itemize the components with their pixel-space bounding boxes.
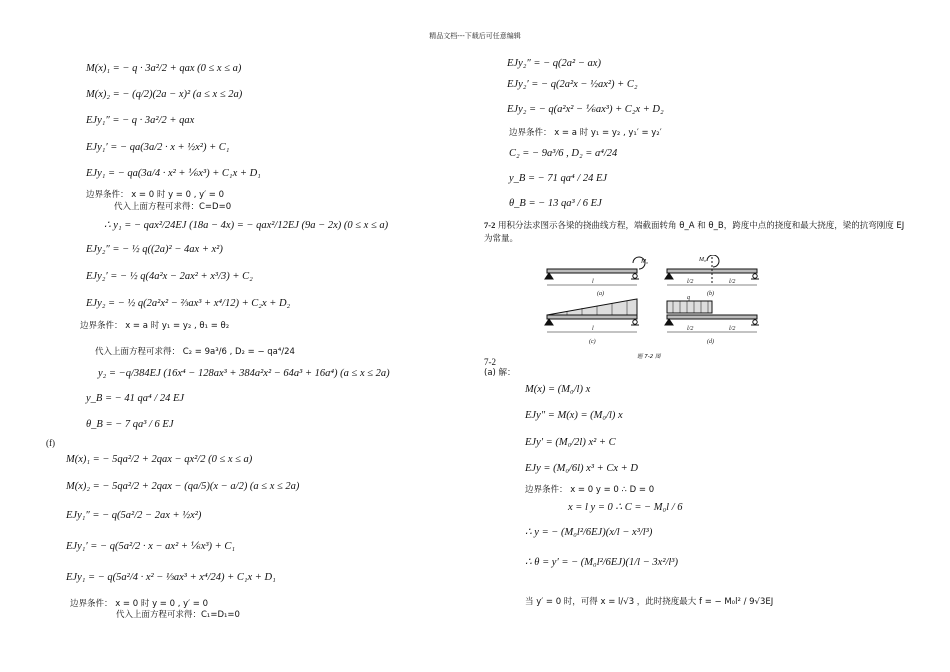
figure-caption: 题 7-2 图 bbox=[637, 354, 661, 360]
load-label: q bbox=[687, 295, 690, 301]
equation-line: M(x)₂ = − 5qa²/2 + 2qax − (qa/5)(x − a/2) (a ≤ x ≤ 2a) bbox=[66, 481, 300, 492]
boundary-condition: 边界条件： x = a 时 y₁ = y₂ , y₁′ = y₂′ bbox=[509, 128, 662, 138]
equation-line: ∴ θ = y′ = − (M₀l²/6EJ)(1/l − 3x²/l³) bbox=[525, 557, 678, 568]
figure-label-d: (d) bbox=[707, 339, 714, 345]
problem-statement bbox=[484, 219, 906, 246]
equation-line: EJy″ = M(x) = (M₀/l) x bbox=[525, 410, 623, 421]
beam-b bbox=[665, 255, 759, 285]
figure-label-a: (a) bbox=[597, 291, 604, 297]
equation-line: M(x)₁ = − 5qa²/2 + 2qax − qx²/2 (0 ≤ x ≤ a) bbox=[66, 454, 253, 465]
equation-line: C₂ = − 9a³/6 , D₂ = a⁴/24 bbox=[509, 148, 618, 159]
equation-line: EJy₂′ = − ½ q(4a²x − 2ax² + x³/3) + C₂ bbox=[86, 271, 253, 282]
equation-line: ∴ y = − (M₀l²/6EJ)(x/l − x³/l³) bbox=[525, 527, 653, 538]
equation-line: M(x)₁ = − q · 3a²/2 + qax (0 ≤ x ≤ a) bbox=[86, 63, 242, 74]
max-deflection-note: 当 y′ = 0 时，可得 x = l/√3 ，此时挠度最大 f = − M₀l² / 9√3EJ bbox=[525, 597, 774, 607]
boundary-condition: 边界条件： x = a 时 y₁ = y₂ , θ₁ = θ₂ bbox=[80, 321, 230, 331]
equation-line: EJy₂″ = − ½ q((2a)² − 4ax + x²) bbox=[86, 244, 223, 255]
boundary-condition: 边界条件： x = 0 y = 0 ∴ D = 0 bbox=[525, 485, 655, 495]
deflection-result: y_B = − 41 qa⁴ / 24 EJ bbox=[86, 393, 185, 404]
moment-label: M₀ bbox=[699, 257, 707, 263]
substitution-note: 代入上面方程可求得：C₁=D₁=0 bbox=[116, 610, 240, 620]
span-label: l/2 bbox=[729, 279, 736, 285]
equation-line: EJy₁′ = − qa(3a/2 · x + ½x²) + C₁ bbox=[86, 142, 230, 153]
equation-line: EJy₂″ = − q(2a² − ax) bbox=[507, 58, 601, 69]
span-label: l bbox=[592, 326, 594, 332]
solution-number: 7-2 bbox=[484, 357, 496, 367]
equation-line: EJy₁ = − q(5a²/4 · x² − ⅓ax³ + x⁴/24) + C₁x + D₁ bbox=[66, 572, 276, 583]
moment-label: M₀ bbox=[641, 259, 649, 265]
equation-line: M(x) = (M₀/l) x bbox=[525, 384, 591, 395]
case-label-f: (f) bbox=[46, 438, 55, 448]
equation-line: EJy₂′ = − q(2a²x − ½ax²) + C₂ bbox=[507, 79, 638, 90]
equation-line: EJy₂ = − q(a²x² − ⅙ax³) + C₂x + D₂ bbox=[507, 104, 664, 115]
boundary-condition: 边界条件： x = 0 时 y = 0 , y′ = 0 bbox=[86, 190, 225, 200]
figure-label-b: (b) bbox=[707, 291, 714, 297]
span-label: l/2 bbox=[687, 326, 694, 332]
beam-d bbox=[665, 301, 759, 332]
span-label: l bbox=[592, 279, 594, 285]
rotation-result: θ_B = − 7 qa³ / 6 EJ bbox=[86, 419, 174, 430]
solution-start: (a) 解： bbox=[484, 368, 516, 378]
equation-line: EJy₁″ = − q(5a²/2 − 2ax + ½x²) bbox=[66, 510, 202, 521]
span-label: l/2 bbox=[687, 279, 694, 285]
equation-line: EJy₁ = − qa(3a/4 · x² + ⅙x³) + C₁x + D₁ bbox=[86, 168, 261, 179]
deflection-result: y_B = − 71 qa⁴ / 24 EJ bbox=[509, 173, 608, 184]
equation-line: M(x)₂ = − (q/2)(2a − x)² (a ≤ x ≤ 2a) bbox=[86, 89, 243, 100]
equation-line: EJy = (M₀/6l) x³ + Cx + D bbox=[525, 463, 638, 474]
substitution-note: 代入上面方程可求得： C₂ = 9a³/6 , D₂ = − qa⁴/24 bbox=[95, 347, 295, 357]
equation-line: y₂ = −q/384EJ (16x⁴ − 128ax³ + 384a²x² − 64a³ + 16a⁴) (a ≤ x ≤ 2a) bbox=[98, 368, 390, 379]
equation-line: EJy₂ = − ½ q(2a²x² − ⅔ax³ + x⁴/12) + C₂x + D₂ bbox=[86, 298, 291, 309]
equation-line: EJy₁″ = − q · 3a²/2 + qax bbox=[86, 115, 195, 126]
equation-line: x = l y = 0 ∴ C = − M₀l / 6 bbox=[568, 502, 683, 513]
beam-a bbox=[545, 257, 645, 285]
equation-line: ∴ y₁ = − qax²/24EJ (18a − 4x) = − qax²/12EJ (9a − 2x) (0 ≤ x ≤ a) bbox=[104, 220, 389, 231]
equation-line: EJy′ = (M₀/2l) x² + C bbox=[525, 437, 616, 448]
figure-label-c: (c) bbox=[589, 339, 596, 345]
rotation-result: θ_B = − 13 qa³ / 6 EJ bbox=[509, 198, 602, 209]
beam-figure bbox=[537, 255, 777, 363]
boundary-condition: 边界条件： x = 0 时 y = 0 , y′ = 0 bbox=[70, 599, 209, 609]
page-header: 精品文档---下载后可任意编辑 bbox=[429, 32, 521, 40]
problem-text: 用积分法求图示各梁的挠曲线方程，端截面转角 θ_A 和 θ_B，跨度中点的挠度和最大挠度，梁的抗弯刚度 EJ 为常量。 bbox=[484, 221, 905, 244]
span-label: l/2 bbox=[729, 326, 736, 332]
equation-line: EJy₁′ = − q(5a²/2 · x − ax² + ⅙x³) + C₁ bbox=[66, 541, 236, 552]
substitution-note: 代入上面方程可求得：C=D=0 bbox=[114, 202, 232, 212]
problem-number: 7-2 bbox=[484, 220, 496, 230]
